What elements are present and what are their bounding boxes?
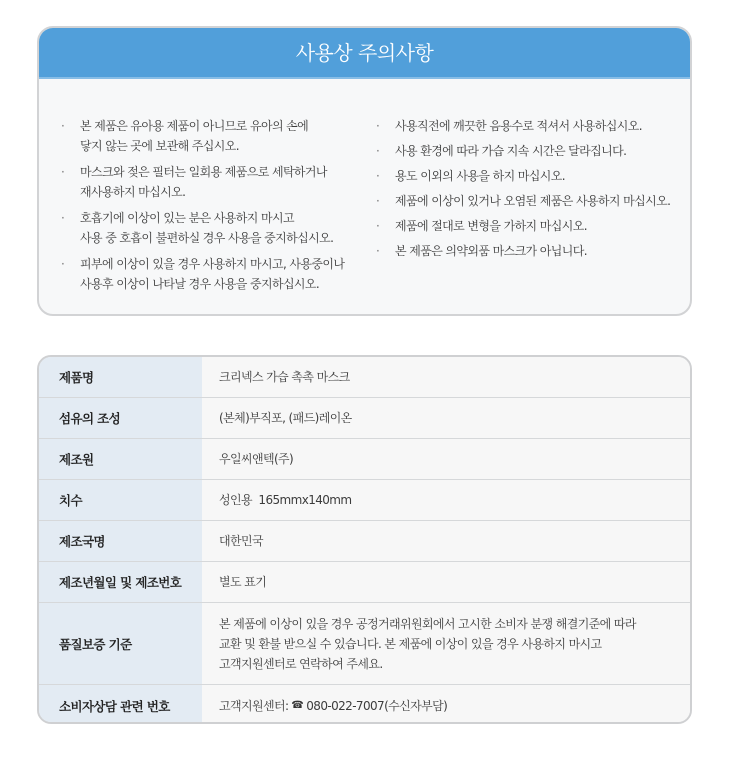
table-row-quality-guarantee	[39, 603, 690, 685]
row-value: 우일씨앤텍(주)	[202, 439, 690, 479]
row-value: 성인용 165mmx140mm	[202, 480, 690, 520]
caution-item-line: 재사용하지 마십시오.	[80, 185, 186, 199]
table-row-manufacture-date	[39, 562, 690, 603]
bullet-icon: ·	[376, 194, 380, 208]
row-label: 소비자상담 관련 번호	[39, 685, 202, 724]
row-label: 섬유의 조성	[39, 398, 202, 438]
caution-item-line: 제품에 이상이 있거나 오염된 제품은 사용하지 마십시오.	[395, 194, 671, 208]
row-value: 별도 표기	[202, 562, 690, 602]
table-row-manufacturer	[39, 439, 690, 480]
caution-item-line: 제품에 절대로 변형을 가하지 마십시오.	[395, 219, 587, 233]
caution-item-line: 피부에 이상이 있을 경우 사용하지 마시고, 사용중이나	[80, 257, 345, 271]
bullet-icon: ·	[61, 119, 65, 133]
bullet-icon: ·	[61, 257, 65, 271]
caution-item-line: 사용후 이상이 나타날 경우 사용을 중지하십시오.	[80, 277, 320, 291]
row-label: 제품명	[39, 357, 202, 397]
caution-item	[59, 116, 364, 156]
bullet-icon: ·	[376, 219, 380, 233]
phone-icon: ☎	[291, 699, 304, 711]
caution-list-left	[59, 116, 364, 300]
row-value-lines	[219, 614, 636, 674]
table-row-fiber-composition	[39, 398, 690, 439]
caution-item-line: 호흡기에 이상이 있는 분은 사용하지 마시고	[80, 211, 294, 225]
row-value-line: 본 제품에 이상이 있을 경우 공정거래위원회에서 고시한 소비자 분쟁 해결기준에 따라	[219, 616, 636, 631]
row-label: 제조국명	[39, 521, 202, 561]
caution-item	[59, 254, 364, 294]
caution-list-right	[374, 116, 684, 266]
caution-item-line: 본 제품은 유아용 제품이 아니므로 유아의 손에	[80, 119, 309, 133]
row-value-line: 교환 및 환불 받으실 수 있습니다. 본 제품에 이상이 있을 경우 사용하지 마시고	[219, 636, 602, 651]
caution-item	[374, 191, 684, 211]
table-row-country	[39, 521, 690, 562]
row-value: 대한민국	[202, 521, 690, 561]
row-value	[202, 685, 690, 724]
row-label: 제조원	[39, 439, 202, 479]
caution-item	[59, 208, 364, 248]
bullet-icon: ·	[376, 244, 380, 258]
caution-item-line: 용도 이외의 사용을 하지 마십시오.	[395, 169, 565, 183]
caution-item-line: 사용 중 호흡이 불편하실 경우 사용을 중지하십시오.	[80, 231, 334, 245]
row-label: 치수	[39, 480, 202, 520]
table-row-dimensions	[39, 480, 690, 521]
row-value-line: 고객지원센터로 연락하여 주세요.	[219, 656, 383, 671]
caution-item	[374, 116, 684, 136]
row-value	[202, 603, 690, 684]
phone-number: 080-022-7007(수신자부담)	[306, 698, 448, 713]
caution-item	[59, 162, 364, 202]
caution-item-line: 사용 환경에 따라 가습 지속 시간은 달라집니다.	[395, 144, 627, 158]
caution-item	[374, 216, 684, 236]
bullet-icon: ·	[376, 119, 380, 133]
caution-item	[374, 166, 684, 186]
row-label: 품질보증 기준	[39, 603, 202, 684]
product-info-table	[37, 355, 692, 724]
caution-header	[37, 26, 692, 79]
bullet-icon: ·	[61, 211, 65, 225]
caution-item	[374, 141, 684, 161]
caution-title: 사용상 주의사항	[295, 41, 434, 65]
caution-item-line: 마스크와 젖은 필터는 일회용 제품으로 세탁하거나	[80, 165, 327, 179]
bullet-icon: ·	[61, 165, 65, 179]
caution-item	[374, 241, 684, 261]
row-value: (본체)부직포, (패드)레이온	[202, 398, 690, 438]
row-value: 크리넥스 가습 촉촉 마스크	[202, 357, 690, 397]
caution-item-line: 사용직전에 깨끗한 음용수로 적셔서 사용하십시오.	[395, 119, 642, 133]
table-row-consumer-contact	[39, 685, 690, 724]
contact-prefix: 고객지원센터:	[219, 698, 289, 713]
bullet-icon: ·	[376, 169, 380, 183]
table-row-product-name	[39, 357, 690, 398]
caution-box	[37, 26, 692, 316]
bullet-icon: ·	[376, 144, 380, 158]
row-label: 제조년월일 및 제조번호	[39, 562, 202, 602]
caution-item-line: 본 제품은 의약외품 마스크가 아닙니다.	[395, 244, 587, 258]
caution-item-line: 닿지 않는 곳에 보관해 주십시오.	[80, 139, 239, 153]
